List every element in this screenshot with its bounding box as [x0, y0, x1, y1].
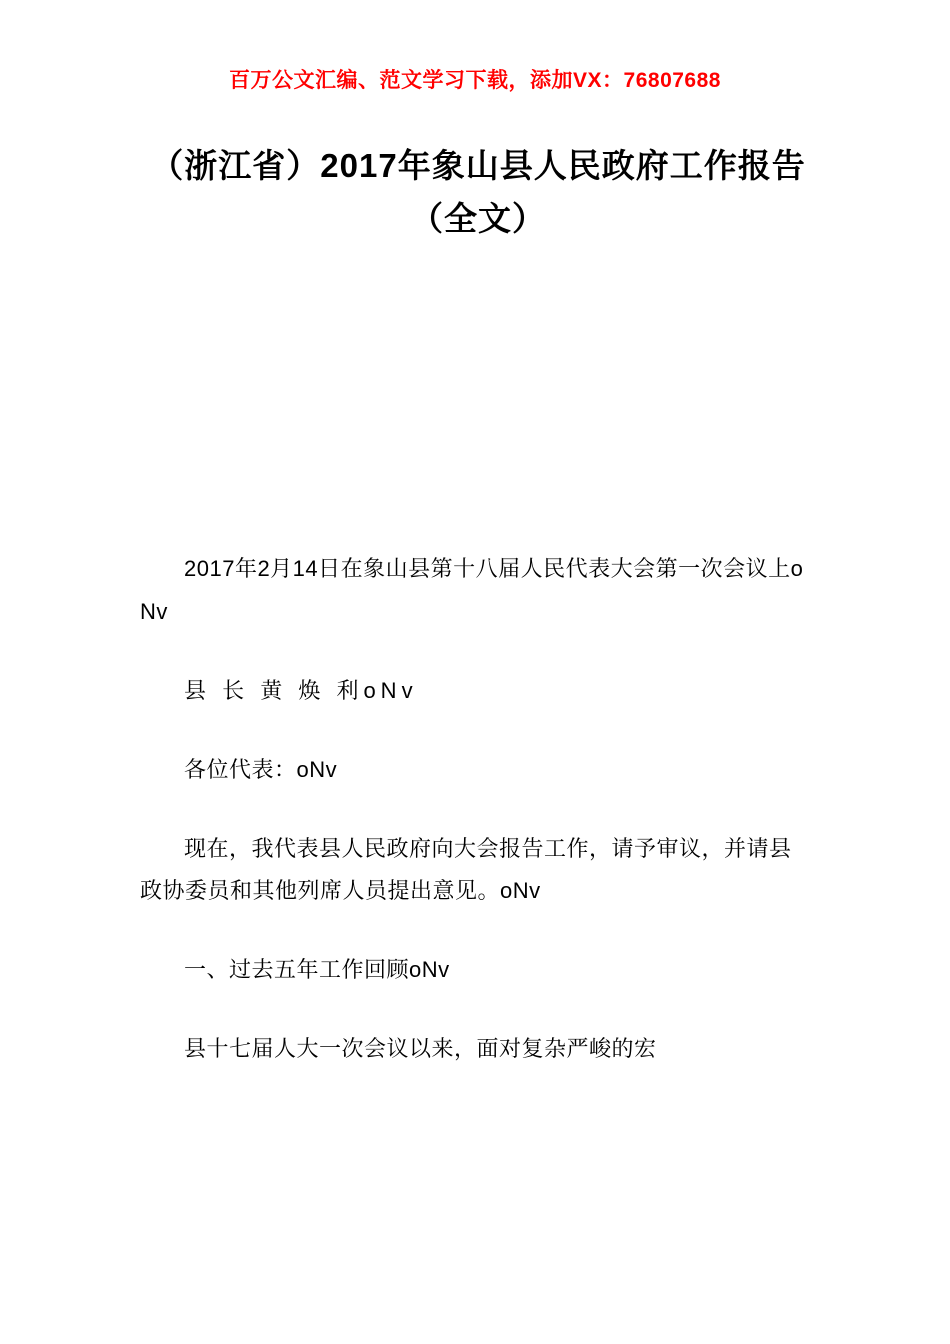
paragraph: 县 长 黄 焕 利oNv	[184, 677, 418, 703]
paragraph: 现在，我代表县人民政府向大会报告工作，请予审议，并请县政协委员和其他列席人员提出意见。oNv	[140, 835, 792, 904]
promo-banner-text: 百万公文汇编、范文学习下载，添加VX：76807688	[229, 69, 721, 92]
document-body	[140, 548, 812, 1071]
document-title: （浙江省）2017年象山县人民政府工作报告（全文）	[150, 147, 806, 237]
paragraph: 县十七届人大一次会议以来，面对复杂严峻的宏	[184, 1036, 657, 1062]
paragraph: 各位代表：oNv	[184, 756, 338, 782]
paragraph: 一、过去五年工作回顾oNv	[184, 957, 450, 983]
paragraph: 2017年2月14日在象山县第十八届人民代表大会第一次会议上oNv	[140, 556, 804, 624]
